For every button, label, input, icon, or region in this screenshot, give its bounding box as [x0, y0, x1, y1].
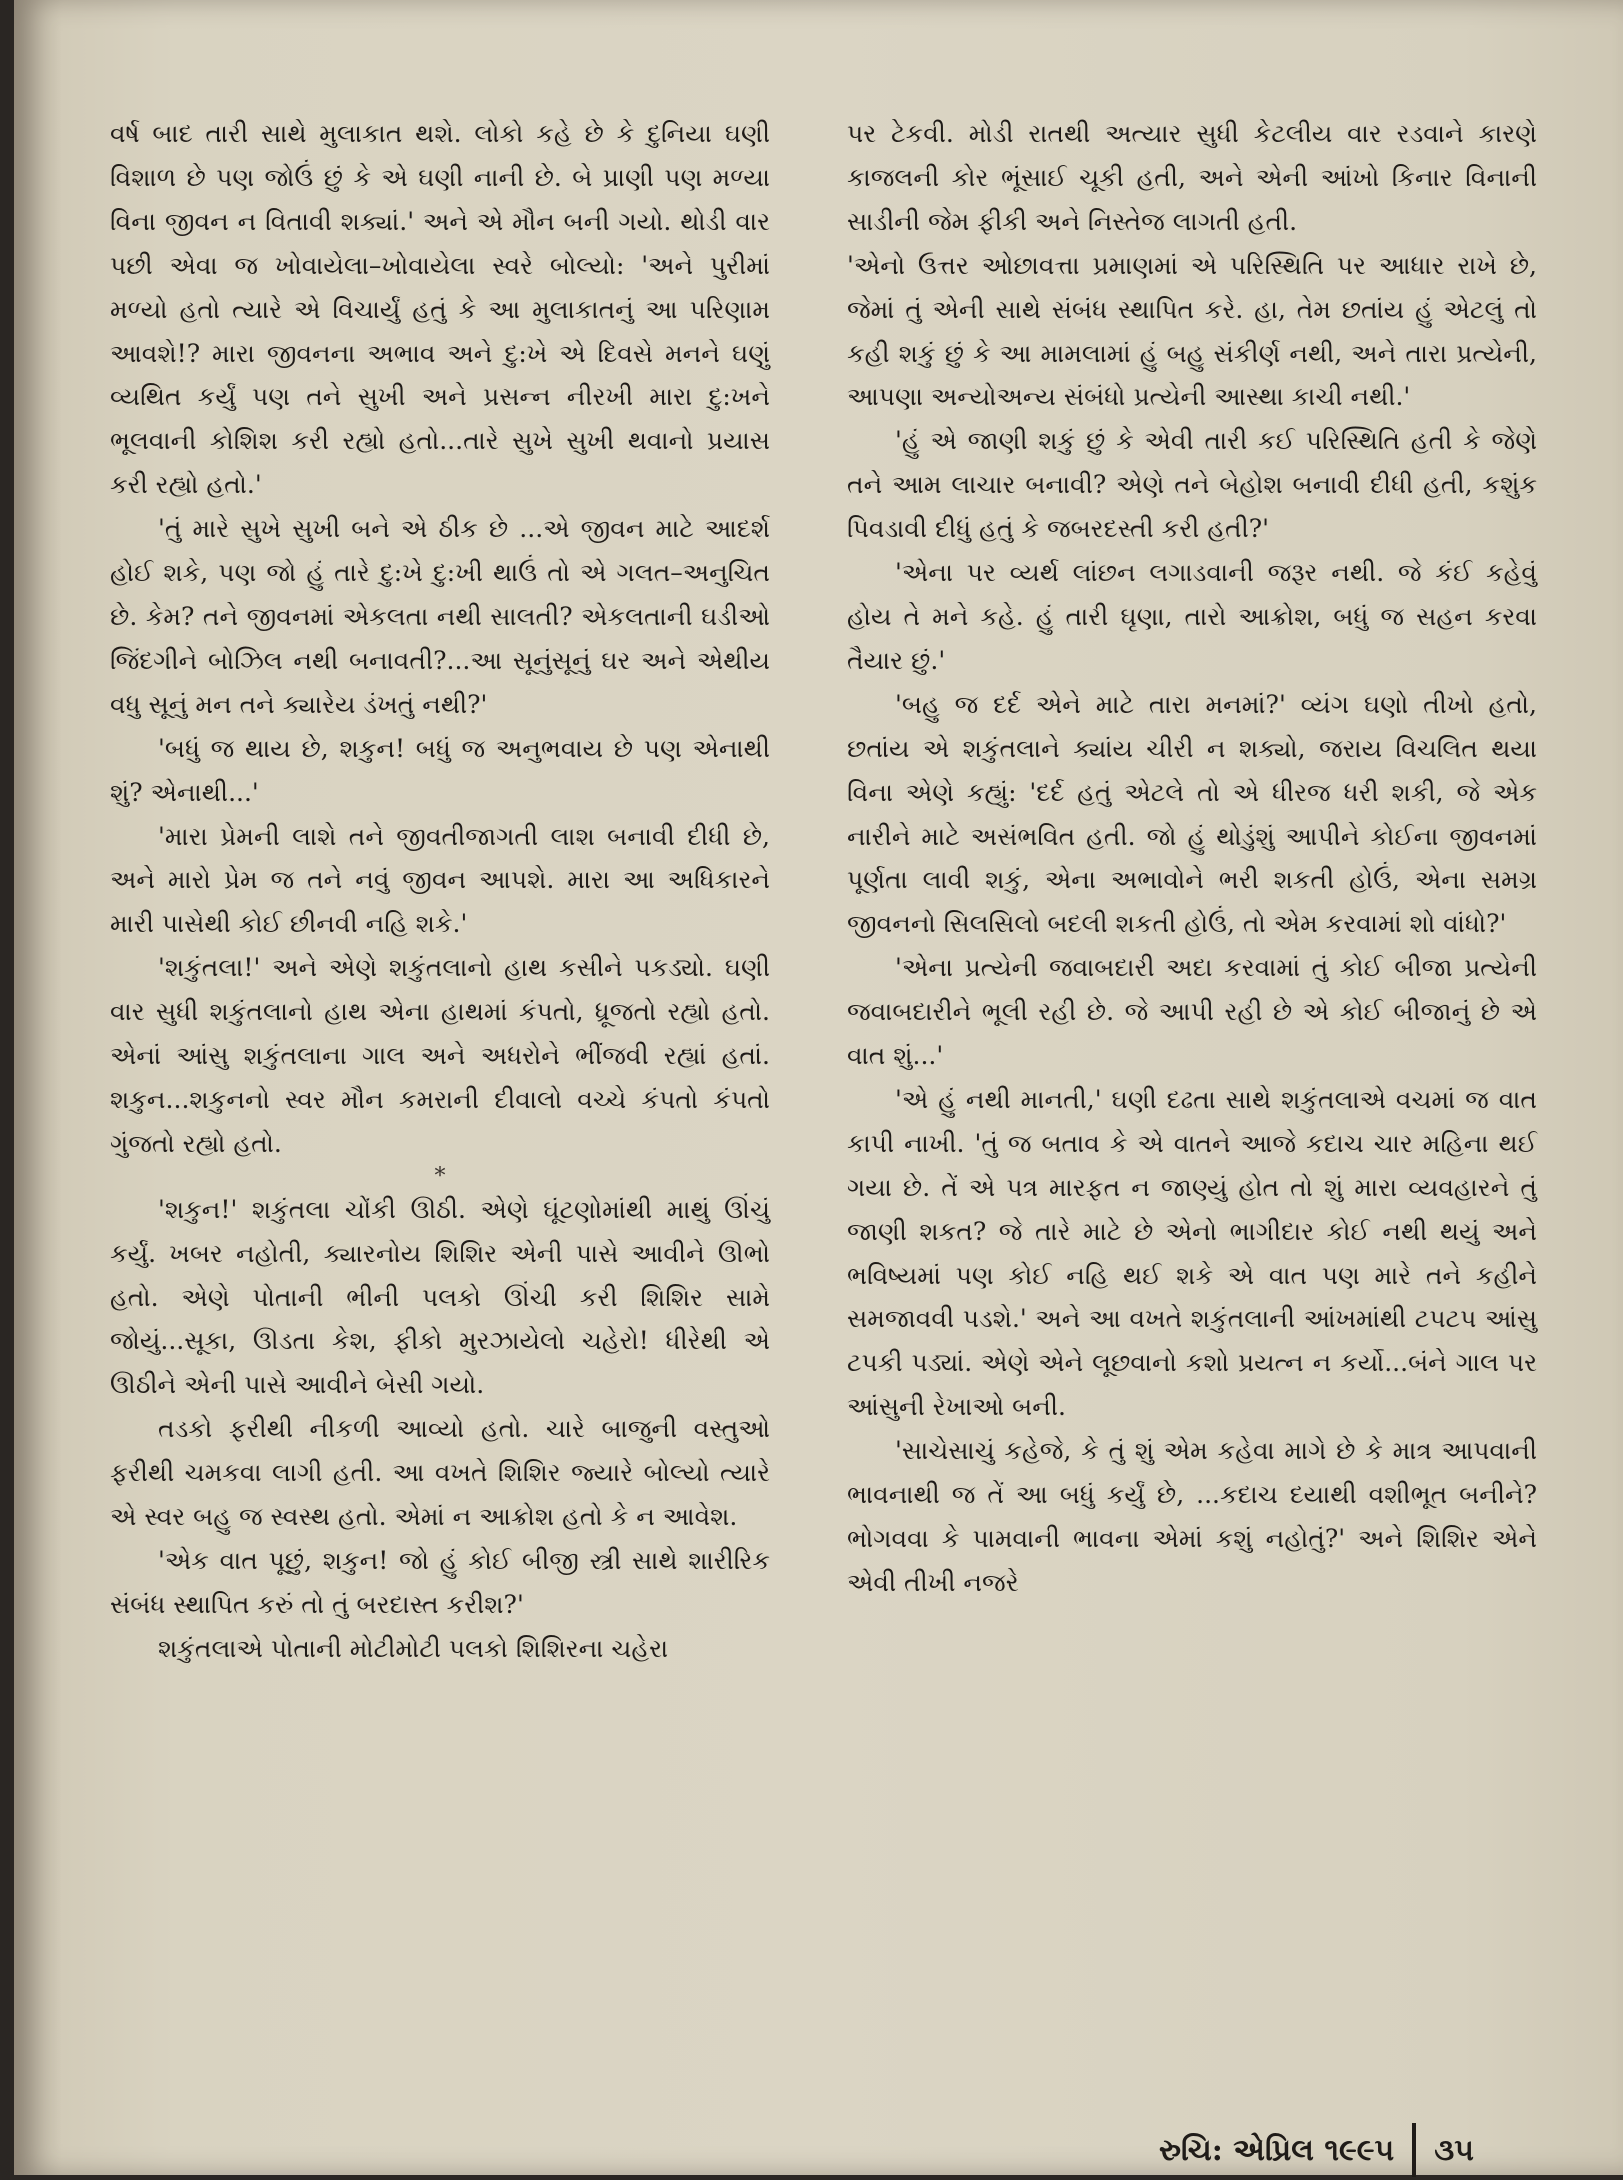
page-footer [1159, 2120, 1474, 2180]
paragraph: 'હું એ જાણી શકું છું કે એવી તારી કઈ પરિસ્થિતિ હતી કે જેણે તને આમ લાચાર બનાવી? એણે તને બેહોશ બનાવી દીધી હતી, કશુંક પિવડાવી દીધું હતું કે જબરદસ્તી કરી હતી?' [847, 426, 1537, 544]
paragraph: 'એના પર વ્યર્થ લાંછન લગાડવાની જરૂર નથી. જે કંઈ કહેવું હોય તે મને કહે. હું તારી ઘૃણા, તારો આક્રોશ, બધું જ સહન કરવા તૈયાર છું.' [847, 558, 1537, 675]
magazine-page [14, 0, 1623, 2175]
paragraph: 'એના પ્રત્યેની જવાબદારી અદા કરવામાં તું કોઈ બીજા પ્રત્યેની જવાબદારીને ભૂલી રહી છે. જે આપી રહી છે એ કોઈ બીજાનું છે એ વાત શું...' [847, 953, 1537, 1071]
footer-divider [1412, 2123, 1416, 2177]
page-number: ૩૫ [1434, 2132, 1474, 2168]
paragraph: 'તું મારે સુખે સુખી બને એ ઠીક છે ...એ જીવન માટે આદર્શ હોઈ શકે, પણ જો હું તારે દુ:ખે દુ:ખી થાઉં તો એ ગલત–અનુચિત છે. કેમ? તને જીવનમાં એકલતા નથી સાલતી? એકલતાની ઘડીઓ જિંદગીને બોઝિલ નથી બનાવતી?...આ સૂનુંસૂનું ઘર અને એથીય વધુ સૂનું મન તને ક્યારેય ડંખતું નથી?' [110, 514, 770, 719]
paragraph: 'એ હું નથી માનતી,' ઘણી દઢતા સાથે શકુંતલાએ વચમાં જ વાત કાપી નાખી. 'તું જ બતાવ કે એ વાતને આજે કદાચ ચાર મહિના થઈ ગયા છે. તેં એ પત્ર મારફત ન જાણ્યું હોત તો શું મારા વ્યવહારને તું જાણી શકત? જે તારે માટે છે એનો ભાગીદાર કોઈ નથી થયું અને ભવિષ્યમાં પણ કોઈ નહિ થઈ શકે એ વાત પણ મારે તને કહીને સમજાવવી પડશે.' અને આ વખતે શકુંતલાની આંખમાંથી ટપટપ આંસુ ટપકી પડ્યાં. એણે એને લૂછવાનો કશો પ્રયત્ન ન કર્યો...બંને ગાલ પર આંસુની રેખાઓ બની. [847, 1084, 1537, 1422]
paragraph: 'સાચેસાચું કહેજે, કે તું શું એમ કહેવા માગે છે કે માત્ર આપવાની ભાવનાથી જ તેં આ બધું કર્યું છે, ...કદાચ દયાથી વશીભૂત બનીને? ભોગવવા કે પામવાની ભાવના એમાં કશું નહોતું?' અને શિશિર એને એવી તીખી નજરે [847, 1436, 1537, 1597]
paragraph: પર ટેકવી. મોડી રાતથી અત્યાર સુધી કેટલીય વાર રડવાને કારણે કાજલની કોર ભૂંસાઈ ચૂકી હતી, અને એની આંખો કિનાર વિનાની સાડીની જેમ ફીકી અને નિસ્તેજ લાગતી હતી. [847, 119, 1537, 236]
paragraph: 'શકુન!' શકુંતલા ચોંકી ઊઠી. એણે ઘૂંટણોમાંથી માથું ઊંચું કર્યું. ખબર નહોતી, ક્યારનોય શિશિર એની પાસે આવીને ઊભો હતો. એણે પોતાની ભીની પલકો ઊંચી કરી શિશિર સામે જોયું...સૂકા, ઊડતા કેશ, ફીકો મુરઝાયેલો ચહેરો! ધીરેથી એ ઊઠીને એની પાસે આવીને બેસી ગયો. [110, 1194, 770, 1400]
paragraph: વર્ષ બાદ તારી સાથે મુલાકાત થશે. લોકો કહે છે કે દુનિયા ઘણી વિશાળ છે પણ જોઉં છું કે એ ઘણી નાની છે. બે પ્રાણી પણ મળ્યા વિના જીવન ન વિતાવી શક્યાં.' અને એ મૌન બની ગયો. થોડી વાર પછી એવા જ ખોવાયેલા–ખોવાયેલા સ્વરે બોલ્યો: 'અને પુરીમાં મળ્યો હતો ત્યારે એ વિચાર્યું હતું કે આ મુલાકાતનું આ પરિણામ આવશે!? મારા જીવનના અભાવ અને દુ:ખે એ દિવસે મનને ઘણું વ્યથિત કર્યું પણ તને સુખી અને પ્રસન્ન નીરખી મારા દુ:ખને ભૂલવાની કોશિશ કરી રહ્યો હતો...તારે સુખે સુખી થવાનો પ્રયાસ કરી રહ્યો હતો.' [110, 119, 770, 500]
paragraph: 'બધું જ થાય છે, શકુન! બધું જ અનુભવાય છે પણ એનાથી શું? એનાથી...' [110, 733, 770, 807]
paragraph: 'એનો ઉત્તર ઓછાવત્તા પ્રમાણમાં એ પરિસ્થિતિ પર આધાર રાખે છે, જેમાં તું એની સાથે સંબંધ સ્થાપિત કરે. હા, તેમ છતાંય હું એટલું તો કહી શકું છું કે આ મામલામાં હું બહુ સંકીર્ણ નથી, અને તારા પ્રત્યેની, આપણા અન્યોઅન્ય સંબંધો પ્રત્યેની આસ્થા કાચી નથી.' [847, 250, 1537, 412]
paragraph: તડકો ફરીથી નીકળી આવ્યો હતો. ચારે બાજુની વસ્તુઓ ફરીથી ચમકવા લાગી હતી. આ વખતે શિશિર જ્યારે બોલ્યો ત્યારે એ સ્વર બહુ જ સ્વસ્થ હતો. એમાં ન આક્રોશ હતો કે ન આવેશ. [110, 1414, 770, 1532]
paragraph: 'બહુ જ દર્દ એને માટે તારા મનમાં?' વ્યંગ ઘણો તીખો હતો, છતાંય એ શકુંતલાને ક્યાંય ચીરી ન શક્યો, જરાય વિચલિત થયા વિના એણે કહ્યું: 'દર્દ હતું એટલે તો એ ધીરજ ધરી શકી, જે એક નારીને માટે અસંભવિત હતી. જો હું થોડુંશું આપીને કોઈના જીવનમાં પૂર્ણતા લાવી શકું, એના અભાવોને ભરી શકતી હોઉં, એના સમગ્ર જીવનનો સિલસિલો બદલી શકતી હોઉં, તો એમ કરવામાં શો વાંધો?' [847, 689, 1537, 939]
section-separator: * [434, 1163, 446, 1189]
magazine-date: રુચિ: એપ્રિલ ૧૯૯૫ [1159, 2132, 1395, 2168]
paragraph: શકુંતલાએ પોતાની મોટીમોટી પલકો શિશિરના ચહેરા [158, 1633, 669, 1663]
paragraph: 'એક વાત પૂછું, શકુન! જો હું કોઈ બીજી સ્ત્રી સાથે શારીરિક સંબંધ સ્થાપિત કરું તો તું બરદાસ્ત કરીશ?' [110, 1546, 770, 1619]
paragraph: 'મારા પ્રેમની લાશે તને જીવતીજાગતી લાશ બનાવી દીધી છે, અને મારો પ્રેમ જ તને નવું જીવન આપશે. મારા આ અધિકારને મારી પાસેથી કોઈ છીનવી નહિ શકે.' [110, 821, 770, 939]
left-column [110, 112, 770, 1671]
paragraph: 'શકુંતલા!' અને એણે શકુંતલાનો હાથ કસીને પકડ્યો. ઘણી વાર સુધી શકુંતલાનો હાથ એના હાથમાં કંપતો, ધ્રૂજતો રહ્યો હતો. એનાં આંસુ શકુંતલાના ગાલ અને અધરોને ભીંજવી રહ્યાં હતાં. શકુન...શકુનનો સ્વર મૌન કમરાની દીવાલો વચ્ચે કંપતો કંપતો ગુંજતો રહ્યો હતો. [110, 953, 770, 1158]
right-column [847, 112, 1537, 1605]
